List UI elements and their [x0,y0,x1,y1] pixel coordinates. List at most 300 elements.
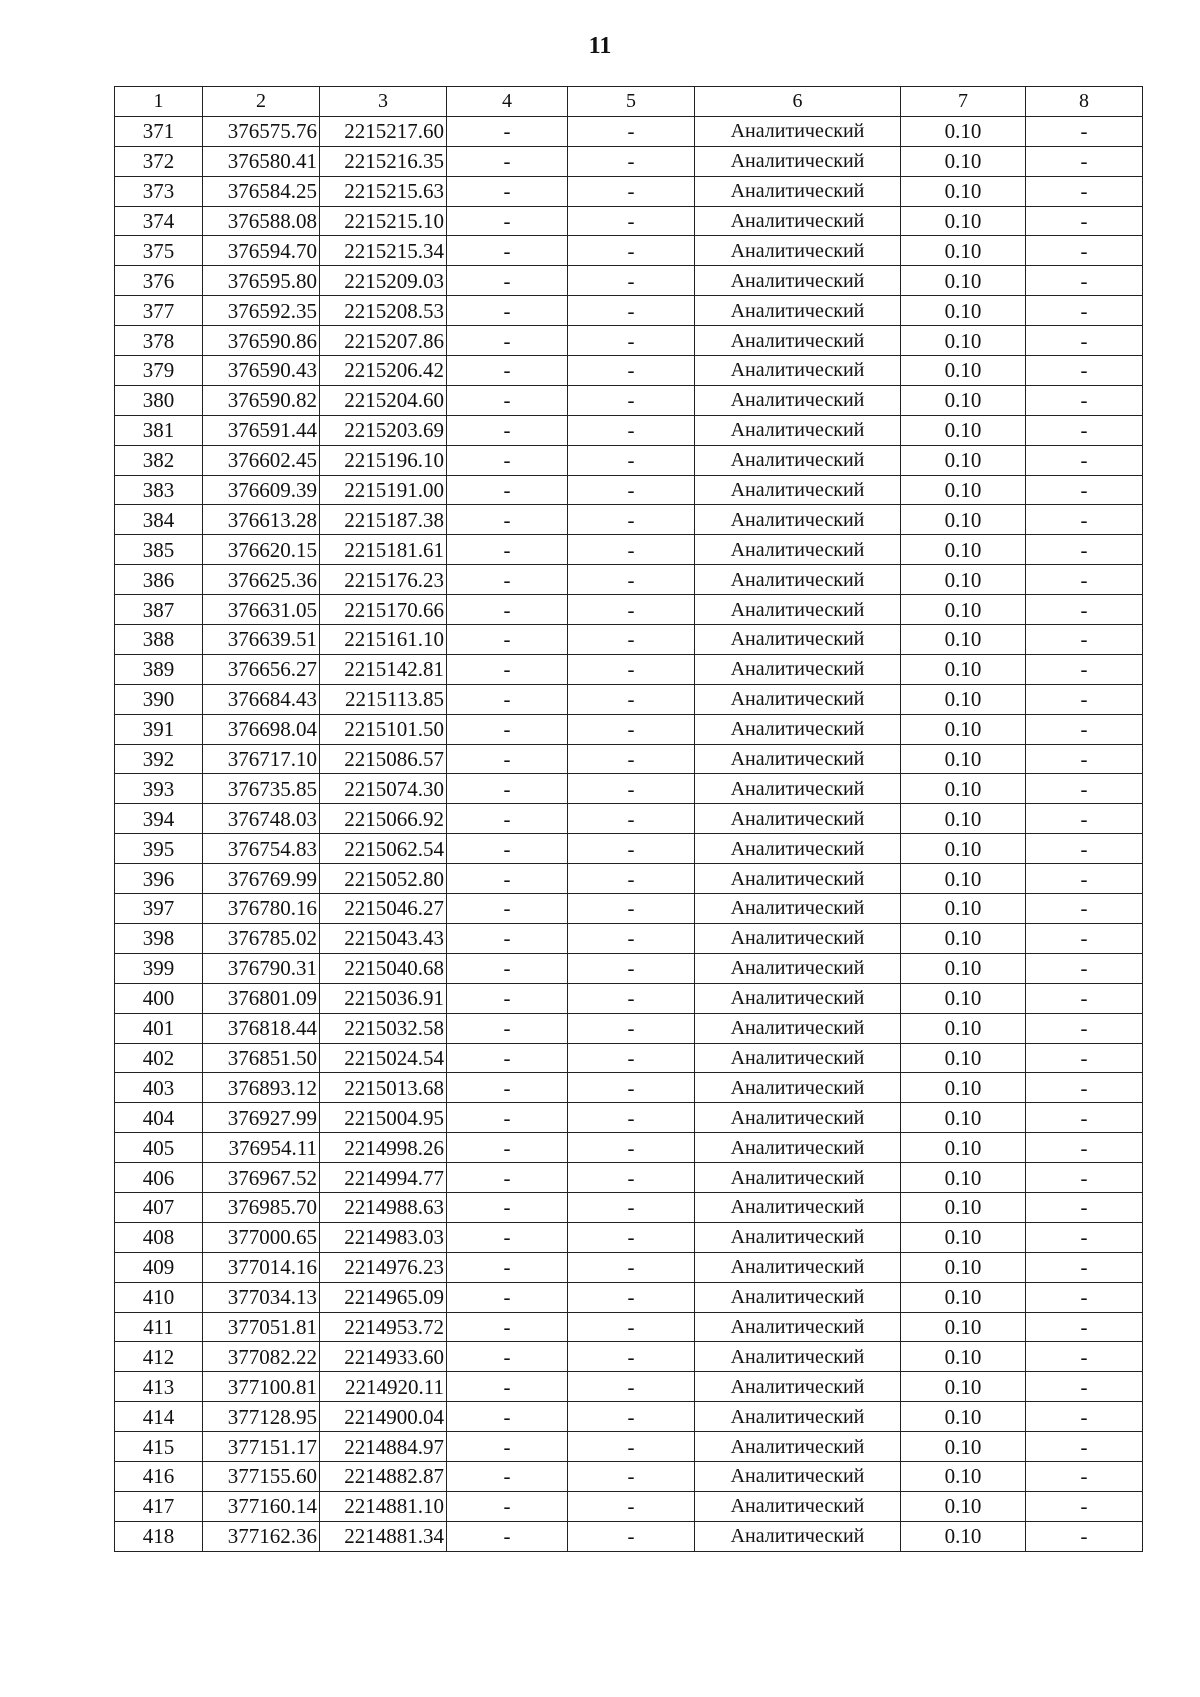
table-row [115,864,1143,894]
point-number-cell: 383 [115,475,203,505]
x-coordinate-cell: 376893.12 [203,1073,320,1103]
col5-cell: - [568,744,695,774]
method-cell: Аналитический [695,804,901,834]
col4-cell: - [447,894,568,924]
y-coordinate-cell: 2215217.60 [320,116,447,146]
col8-cell: - [1026,864,1143,894]
method-cell: Аналитический [695,445,901,475]
x-coordinate-cell: 377034.13 [203,1282,320,1312]
col4-cell: - [447,1103,568,1133]
table-row [115,206,1143,236]
col4-cell: - [447,983,568,1013]
column-header: 2 [203,87,320,117]
accuracy-cell: 0.10 [901,475,1026,505]
accuracy-cell: 0.10 [901,236,1026,266]
col5-cell: - [568,1073,695,1103]
col5-cell: - [568,1013,695,1043]
accuracy-cell: 0.10 [901,176,1026,206]
x-coordinate-cell: 377014.16 [203,1252,320,1282]
y-coordinate-cell: 2215086.57 [320,744,447,774]
x-coordinate-cell: 376590.82 [203,385,320,415]
point-number-cell: 406 [115,1163,203,1193]
accuracy-cell: 0.10 [901,266,1026,296]
y-coordinate-cell: 2215206.42 [320,356,447,386]
y-coordinate-cell: 2215046.27 [320,894,447,924]
col4-cell: - [447,385,568,415]
column-header: 1 [115,87,203,117]
col8-cell: - [1026,804,1143,834]
table-row [115,1073,1143,1103]
x-coordinate-cell: 376592.35 [203,296,320,326]
col4-cell: - [447,445,568,475]
col8-cell: - [1026,116,1143,146]
col8-cell: - [1026,1133,1143,1163]
table-row [115,774,1143,804]
point-number-cell: 373 [115,176,203,206]
accuracy-cell: 0.10 [901,983,1026,1013]
accuracy-cell: 0.10 [901,744,1026,774]
x-coordinate-cell: 376588.08 [203,206,320,236]
col4-cell: - [447,116,568,146]
point-number-cell: 414 [115,1402,203,1432]
table-row [115,176,1143,206]
y-coordinate-cell: 2215196.10 [320,445,447,475]
point-number-cell: 416 [115,1461,203,1491]
point-number-cell: 395 [115,834,203,864]
method-cell: Аналитический [695,1432,901,1462]
y-coordinate-cell: 2214976.23 [320,1252,447,1282]
x-coordinate-cell: 376927.99 [203,1103,320,1133]
col5-cell: - [568,475,695,505]
col4-cell: - [447,1133,568,1163]
col8-cell: - [1026,744,1143,774]
accuracy-cell: 0.10 [901,1402,1026,1432]
point-number-cell: 402 [115,1043,203,1073]
point-number-cell: 381 [115,415,203,445]
x-coordinate-cell: 376954.11 [203,1133,320,1163]
col5-cell: - [568,385,695,415]
accuracy-cell: 0.10 [901,385,1026,415]
point-number-cell: 411 [115,1312,203,1342]
table-row [115,1312,1143,1342]
method-cell: Аналитический [695,1163,901,1193]
point-number-cell: 379 [115,356,203,386]
table-row [115,894,1143,924]
col4-cell: - [447,1432,568,1462]
col8-cell: - [1026,1491,1143,1521]
y-coordinate-cell: 2215101.50 [320,714,447,744]
table-row [115,923,1143,953]
table-row [115,1192,1143,1222]
method-cell: Аналитический [695,505,901,535]
table-row [115,505,1143,535]
method-cell: Аналитический [695,834,901,864]
y-coordinate-cell: 2214881.10 [320,1491,447,1521]
col4-cell: - [447,326,568,356]
accuracy-cell: 0.10 [901,116,1026,146]
point-number-cell: 400 [115,983,203,1013]
accuracy-cell: 0.10 [901,1192,1026,1222]
x-coordinate-cell: 377100.81 [203,1372,320,1402]
accuracy-cell: 0.10 [901,834,1026,864]
y-coordinate-cell: 2215204.60 [320,385,447,415]
col4-cell: - [447,356,568,386]
x-coordinate-cell: 377051.81 [203,1312,320,1342]
x-coordinate-cell: 376613.28 [203,505,320,535]
x-coordinate-cell: 376717.10 [203,744,320,774]
col5-cell: - [568,1521,695,1551]
col5-cell: - [568,864,695,894]
accuracy-cell: 0.10 [901,714,1026,744]
method-cell: Аналитический [695,266,901,296]
col4-cell: - [447,146,568,176]
x-coordinate-cell: 376590.86 [203,326,320,356]
y-coordinate-cell: 2215176.23 [320,565,447,595]
col5-cell: - [568,654,695,684]
method-cell: Аналитический [695,1461,901,1491]
col5-cell: - [568,804,695,834]
y-coordinate-cell: 2214965.09 [320,1282,447,1312]
point-number-cell: 394 [115,804,203,834]
col5-cell: - [568,1252,695,1282]
accuracy-cell: 0.10 [901,1163,1026,1193]
table-row [115,1282,1143,1312]
col4-cell: - [447,415,568,445]
accuracy-cell: 0.10 [901,505,1026,535]
x-coordinate-cell: 376780.16 [203,894,320,924]
x-coordinate-cell: 377000.65 [203,1222,320,1252]
method-cell: Аналитический [695,953,901,983]
y-coordinate-cell: 2215216.35 [320,146,447,176]
col4-cell: - [447,1312,568,1342]
col5-cell: - [568,176,695,206]
x-coordinate-cell: 376818.44 [203,1013,320,1043]
col5-cell: - [568,1103,695,1133]
method-cell: Аналитический [695,1342,901,1372]
y-coordinate-cell: 2215209.03 [320,266,447,296]
col5-cell: - [568,206,695,236]
col8-cell: - [1026,1163,1143,1193]
table-row [115,1103,1143,1133]
point-number-cell: 371 [115,116,203,146]
accuracy-cell: 0.10 [901,625,1026,655]
col8-cell: - [1026,684,1143,714]
accuracy-cell: 0.10 [901,1342,1026,1372]
y-coordinate-cell: 2215040.68 [320,953,447,983]
point-number-cell: 410 [115,1282,203,1312]
col5-cell: - [568,296,695,326]
accuracy-cell: 0.10 [901,1252,1026,1282]
y-coordinate-cell: 2215191.00 [320,475,447,505]
accuracy-cell: 0.10 [901,445,1026,475]
y-coordinate-cell: 2215074.30 [320,774,447,804]
col8-cell: - [1026,1521,1143,1551]
col8-cell: - [1026,1372,1143,1402]
accuracy-cell: 0.10 [901,1043,1026,1073]
col4-cell: - [447,953,568,983]
col8-cell: - [1026,1043,1143,1073]
col4-cell: - [447,1013,568,1043]
col8-cell: - [1026,296,1143,326]
col8-cell: - [1026,266,1143,296]
method-cell: Аналитический [695,654,901,684]
col5-cell: - [568,116,695,146]
col5-cell: - [568,565,695,595]
col5-cell: - [568,1342,695,1372]
col8-cell: - [1026,206,1143,236]
method-cell: Аналитический [695,385,901,415]
point-number-cell: 399 [115,953,203,983]
col8-cell: - [1026,1312,1143,1342]
x-coordinate-cell: 376656.27 [203,654,320,684]
col5-cell: - [568,535,695,565]
accuracy-cell: 0.10 [901,206,1026,236]
col4-cell: - [447,744,568,774]
table-row [115,595,1143,625]
col5-cell: - [568,266,695,296]
col8-cell: - [1026,1222,1143,1252]
y-coordinate-cell: 2215142.81 [320,654,447,684]
accuracy-cell: 0.10 [901,1491,1026,1521]
col5-cell: - [568,923,695,953]
point-number-cell: 397 [115,894,203,924]
col5-cell: - [568,505,695,535]
x-coordinate-cell: 376748.03 [203,804,320,834]
method-cell: Аналитический [695,894,901,924]
col8-cell: - [1026,1103,1143,1133]
point-number-cell: 389 [115,654,203,684]
point-number-cell: 390 [115,684,203,714]
x-coordinate-cell: 376790.31 [203,953,320,983]
accuracy-cell: 0.10 [901,953,1026,983]
column-header: 5 [568,87,695,117]
x-coordinate-cell: 377082.22 [203,1342,320,1372]
col8-cell: - [1026,146,1143,176]
y-coordinate-cell: 2215203.69 [320,415,447,445]
col5-cell: - [568,774,695,804]
col8-cell: - [1026,535,1143,565]
table-row [115,1491,1143,1521]
table-row [115,146,1143,176]
accuracy-cell: 0.10 [901,894,1026,924]
col4-cell: - [447,1282,568,1312]
point-number-cell: 374 [115,206,203,236]
y-coordinate-cell: 2215024.54 [320,1043,447,1073]
point-number-cell: 386 [115,565,203,595]
table-row [115,1252,1143,1282]
col5-cell: - [568,983,695,1013]
col4-cell: - [447,1252,568,1282]
col4-cell: - [447,1402,568,1432]
table-row [115,1342,1143,1372]
y-coordinate-cell: 2214998.26 [320,1133,447,1163]
col8-cell: - [1026,774,1143,804]
x-coordinate-cell: 376684.43 [203,684,320,714]
col4-cell: - [447,684,568,714]
y-coordinate-cell: 2215215.34 [320,236,447,266]
col8-cell: - [1026,1432,1143,1462]
point-number-cell: 403 [115,1073,203,1103]
method-cell: Аналитический [695,864,901,894]
point-number-cell: 382 [115,445,203,475]
y-coordinate-cell: 2215181.61 [320,535,447,565]
point-number-cell: 388 [115,625,203,655]
x-coordinate-cell: 376602.45 [203,445,320,475]
accuracy-cell: 0.10 [901,296,1026,326]
table-row [115,1163,1143,1193]
table-row [115,953,1143,983]
col5-cell: - [568,714,695,744]
accuracy-cell: 0.10 [901,1372,1026,1402]
table-row [115,1402,1143,1432]
table-header-row [115,87,1143,117]
table-row [115,983,1143,1013]
accuracy-cell: 0.10 [901,1282,1026,1312]
method-cell: Аналитический [695,1103,901,1133]
col4-cell: - [447,923,568,953]
col4-cell: - [447,1461,568,1491]
col5-cell: - [568,326,695,356]
accuracy-cell: 0.10 [901,146,1026,176]
y-coordinate-cell: 2214884.97 [320,1432,447,1462]
x-coordinate-cell: 376985.70 [203,1192,320,1222]
col4-cell: - [447,475,568,505]
col5-cell: - [568,1461,695,1491]
col8-cell: - [1026,1013,1143,1043]
col8-cell: - [1026,236,1143,266]
y-coordinate-cell: 2215161.10 [320,625,447,655]
col8-cell: - [1026,1192,1143,1222]
col8-cell: - [1026,1252,1143,1282]
y-coordinate-cell: 2215215.10 [320,206,447,236]
col5-cell: - [568,1282,695,1312]
col5-cell: - [568,1133,695,1163]
method-cell: Аналитический [695,475,901,505]
accuracy-cell: 0.10 [901,1133,1026,1163]
accuracy-cell: 0.10 [901,1312,1026,1342]
x-coordinate-cell: 377162.36 [203,1521,320,1551]
accuracy-cell: 0.10 [901,864,1026,894]
point-number-cell: 378 [115,326,203,356]
accuracy-cell: 0.10 [901,1461,1026,1491]
column-header: 3 [320,87,447,117]
method-cell: Аналитический [695,774,901,804]
accuracy-cell: 0.10 [901,1432,1026,1462]
table-row [115,326,1143,356]
col5-cell: - [568,1402,695,1432]
col5-cell: - [568,1372,695,1402]
table-row [115,654,1143,684]
col8-cell: - [1026,475,1143,505]
col8-cell: - [1026,894,1143,924]
method-cell: Аналитический [695,296,901,326]
table-row [115,415,1143,445]
col4-cell: - [447,1192,568,1222]
y-coordinate-cell: 2215215.63 [320,176,447,206]
point-number-cell: 407 [115,1192,203,1222]
col5-cell: - [568,684,695,714]
col4-cell: - [447,1163,568,1193]
col4-cell: - [447,535,568,565]
col5-cell: - [568,1192,695,1222]
point-number-cell: 409 [115,1252,203,1282]
y-coordinate-cell: 2215043.43 [320,923,447,953]
method-cell: Аналитический [695,923,901,953]
col4-cell: - [447,176,568,206]
y-coordinate-cell: 2215036.91 [320,983,447,1013]
table-row [115,296,1143,326]
x-coordinate-cell: 377151.17 [203,1432,320,1462]
col4-cell: - [447,206,568,236]
method-cell: Аналитический [695,1252,901,1282]
point-number-cell: 391 [115,714,203,744]
y-coordinate-cell: 2215062.54 [320,834,447,864]
point-number-cell: 385 [115,535,203,565]
x-coordinate-cell: 376609.39 [203,475,320,505]
y-coordinate-cell: 2214983.03 [320,1222,447,1252]
col5-cell: - [568,1432,695,1462]
col8-cell: - [1026,983,1143,1013]
y-coordinate-cell: 2214988.63 [320,1192,447,1222]
method-cell: Аналитический [695,206,901,236]
point-number-cell: 404 [115,1103,203,1133]
y-coordinate-cell: 2214881.34 [320,1521,447,1551]
table-row [115,266,1143,296]
col8-cell: - [1026,565,1143,595]
col4-cell: - [447,505,568,535]
col4-cell: - [447,654,568,684]
x-coordinate-cell: 376639.51 [203,625,320,655]
x-coordinate-cell: 376698.04 [203,714,320,744]
table-row [115,1372,1143,1402]
point-number-cell: 405 [115,1133,203,1163]
col5-cell: - [568,445,695,475]
table-row [115,356,1143,386]
col4-cell: - [447,266,568,296]
col8-cell: - [1026,356,1143,386]
col4-cell: - [447,1521,568,1551]
x-coordinate-cell: 377155.60 [203,1461,320,1491]
y-coordinate-cell: 2215170.66 [320,595,447,625]
accuracy-cell: 0.10 [901,923,1026,953]
accuracy-cell: 0.10 [901,535,1026,565]
x-coordinate-cell: 376785.02 [203,923,320,953]
point-number-cell: 380 [115,385,203,415]
x-coordinate-cell: 377160.14 [203,1491,320,1521]
col8-cell: - [1026,1342,1143,1372]
col5-cell: - [568,356,695,386]
point-number-cell: 375 [115,236,203,266]
method-cell: Аналитический [695,326,901,356]
accuracy-cell: 0.10 [901,1073,1026,1103]
x-coordinate-cell: 376575.76 [203,116,320,146]
col8-cell: - [1026,654,1143,684]
column-header: 4 [447,87,568,117]
col8-cell: - [1026,953,1143,983]
col8-cell: - [1026,595,1143,625]
col4-cell: - [447,595,568,625]
col5-cell: - [568,953,695,983]
col5-cell: - [568,595,695,625]
method-cell: Аналитический [695,595,901,625]
accuracy-cell: 0.10 [901,1521,1026,1551]
table-row [115,535,1143,565]
col8-cell: - [1026,834,1143,864]
accuracy-cell: 0.10 [901,804,1026,834]
y-coordinate-cell: 2215052.80 [320,864,447,894]
y-coordinate-cell: 2214900.04 [320,1402,447,1432]
x-coordinate-cell: 376801.09 [203,983,320,1013]
